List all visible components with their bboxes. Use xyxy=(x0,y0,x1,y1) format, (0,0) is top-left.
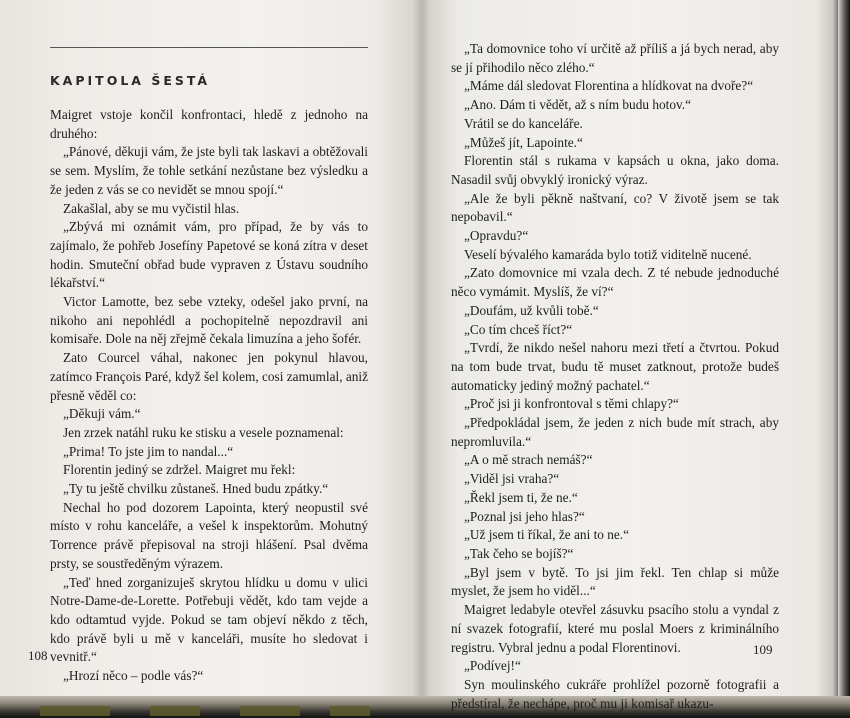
paragraph: Florentin stál s rukama v kapsách u okna, jako doma. Nasadil svůj obvyklý ironický výraz. xyxy=(451,153,779,187)
edge-stripe xyxy=(330,706,370,716)
paragraph: Nechal ho pod dozorem Lapointa, který neopustil své místo v rohu kanceláře, a vešel k inspektorům. Mohutný Torrence právě přepisoval na stroji hlášení. Psal dvěma prsty, se soustředěným výrazem. xyxy=(50,499,368,571)
paragraph: Jen zrzek natáhl ruku ke stisku a vesele poznamenal: xyxy=(63,424,344,440)
paragraph: Victor Lamotte, bez sebe vzteky, odešel jako první, na nikoho ani nepohlédl a pochopitelně nepozdravil ani komisaře. Dole na něj zřejmě čekala limuzína a jeho šofér. xyxy=(50,294,368,347)
paragraph: „Zato domovnice mi vzala dech. Z té nebude jednoduché něco vymámit. Myslíš, že ví?“ xyxy=(451,265,779,300)
paragraph: „Tak čeho se bojíš?“ xyxy=(464,545,574,561)
paragraph: „Tvrdí, že nikdo nešel nahoru mezi třetí a čtvrtou. Pokud na tom bude trvat, budu tě muset zatknout, protože budeš automaticky jediný možný pachatel.“ xyxy=(451,340,779,393)
paragraph: „Pánové, děkuji vám, že jste byli tak laskavi a obtěžovali se sem. Myslím, že tohle setkání nezůstane bez výsledku a že jeden z vás se co nevidět se mnou spojí.“ xyxy=(50,144,368,197)
chapter-rule xyxy=(50,47,368,48)
paragraph: „Můžeš jít, Lapointe.“ xyxy=(464,134,583,150)
right-page-text xyxy=(451,40,779,713)
paragraph: „Řekl jsem ti, že ne.“ xyxy=(464,489,578,505)
paragraph: „Proč jsi ji konfrontoval s těmi chlapy?“ xyxy=(464,396,679,412)
paragraph: „Co tím chceš říct?“ xyxy=(464,321,573,337)
paragraph: „Zbývá mi oznámit vám, pro případ, že by vás to zajímalo, že pohřeb Josefíny Papetové se koná zítra v deset hodin. Smuteční obřad bude vypraven z Ústavu soudního lékařství.“ xyxy=(50,219,368,291)
paragraph: „Máme dál sledovat Florentina a hlídkovat na dvoře?“ xyxy=(464,78,754,94)
paragraph: Vrátil se do kanceláře. xyxy=(464,115,583,131)
paragraph: Maigret vstoje končil konfrontaci, hledě z jednoho na druhého: xyxy=(50,107,368,141)
paragraph: Zato Courcel váhal, nakonec jen pokynul hlavou, zatímco François Paré, když šel kolem, cosi zamumlal, aniž přesně věděl co: xyxy=(50,350,368,403)
paragraph: „Děkuji vám.“ xyxy=(63,406,141,422)
paragraph: „Ta domovnice toho ví určitě až příliš a já bych nerad, aby se jí přihodilo něco zlého.“ xyxy=(451,41,779,75)
paragraph: „Ale že byli pěkně naštvaní, co? V životě jsem se tak nepobavil.“ xyxy=(451,190,779,225)
paragraph: Zakašlal, aby se mu vyčistil hlas. xyxy=(63,200,240,216)
paragraph: „Podívej!“ xyxy=(464,658,521,674)
paragraph: „Byl jsem v bytě. To jsi jim řekl. Ten chlap si může myslet, že jsem ho viděl...“ xyxy=(451,564,779,599)
paragraph: „Opravdu?“ xyxy=(464,228,529,244)
paragraph: „A o mě strach nemáš?“ xyxy=(464,452,593,468)
edge-stripe xyxy=(240,706,300,716)
paragraph: „Hrozí něco – podle vás?“ xyxy=(63,668,204,684)
paragraph: „Viděl jsi vraha?“ xyxy=(464,471,560,487)
book-edge-right xyxy=(838,0,850,718)
paragraph: „Teď hned zorganizuješ skrytou hlídku u domu v ulici Notre-Dame-de-Lorette. Potřebuji vědět, kdo tam vejde a kdo odtamtud vyjde. Pokud se tam objeví někdo z těch, kdo právě byli u mě v kanceláři, musíte ho sledovat i vevnitř.“ xyxy=(50,574,368,665)
paragraph: Veselí bývalého kamaráda bylo totiž viditelně nucené. xyxy=(464,246,752,262)
paragraph: Syn moulinského cukráře prohlížel pozorně fotografii a předstíral, že nechápe, proč mu ji komisař ukazu- xyxy=(451,676,779,711)
paragraph: Florentin jediný se zdržel. Maigret mu řekl: xyxy=(63,462,296,478)
paragraph: „Už jsem ti říkal, že ani to ne.“ xyxy=(464,527,630,543)
paragraph: „Doufám, už kvůli tobě.“ xyxy=(464,302,599,318)
chapter-title: KAPITOLA ŠESTÁ xyxy=(50,73,211,88)
paragraph: „Poznal jsi jeho hlas?“ xyxy=(464,508,585,524)
paragraph: Maigret ledabyle otevřel zásuvku psacího stolu a vyndal z ní svazek fotografií, které mu poslal Moers z kriminálního registru. Vybral jednu a podal Florentinovi. xyxy=(451,602,779,655)
left-page-text xyxy=(50,106,368,686)
page-number-right: 109 xyxy=(753,642,773,657)
paragraph: „Ty tu ještě chvilku zůstaneš. Hned budu zpátky.“ xyxy=(63,481,329,497)
edge-stripe xyxy=(40,706,110,716)
paragraph: „Prima! To jste jim to nandal...“ xyxy=(63,443,234,459)
page-number-left: 108 xyxy=(28,648,48,663)
paragraph: „Předpokládal jsem, že jeden z nich bude mít strach, aby nepromluvila.“ xyxy=(451,415,779,449)
paragraph: „Ano. Dám ti vědět, až s ním budu hotov.“ xyxy=(464,97,691,113)
edge-stripe xyxy=(150,706,200,716)
